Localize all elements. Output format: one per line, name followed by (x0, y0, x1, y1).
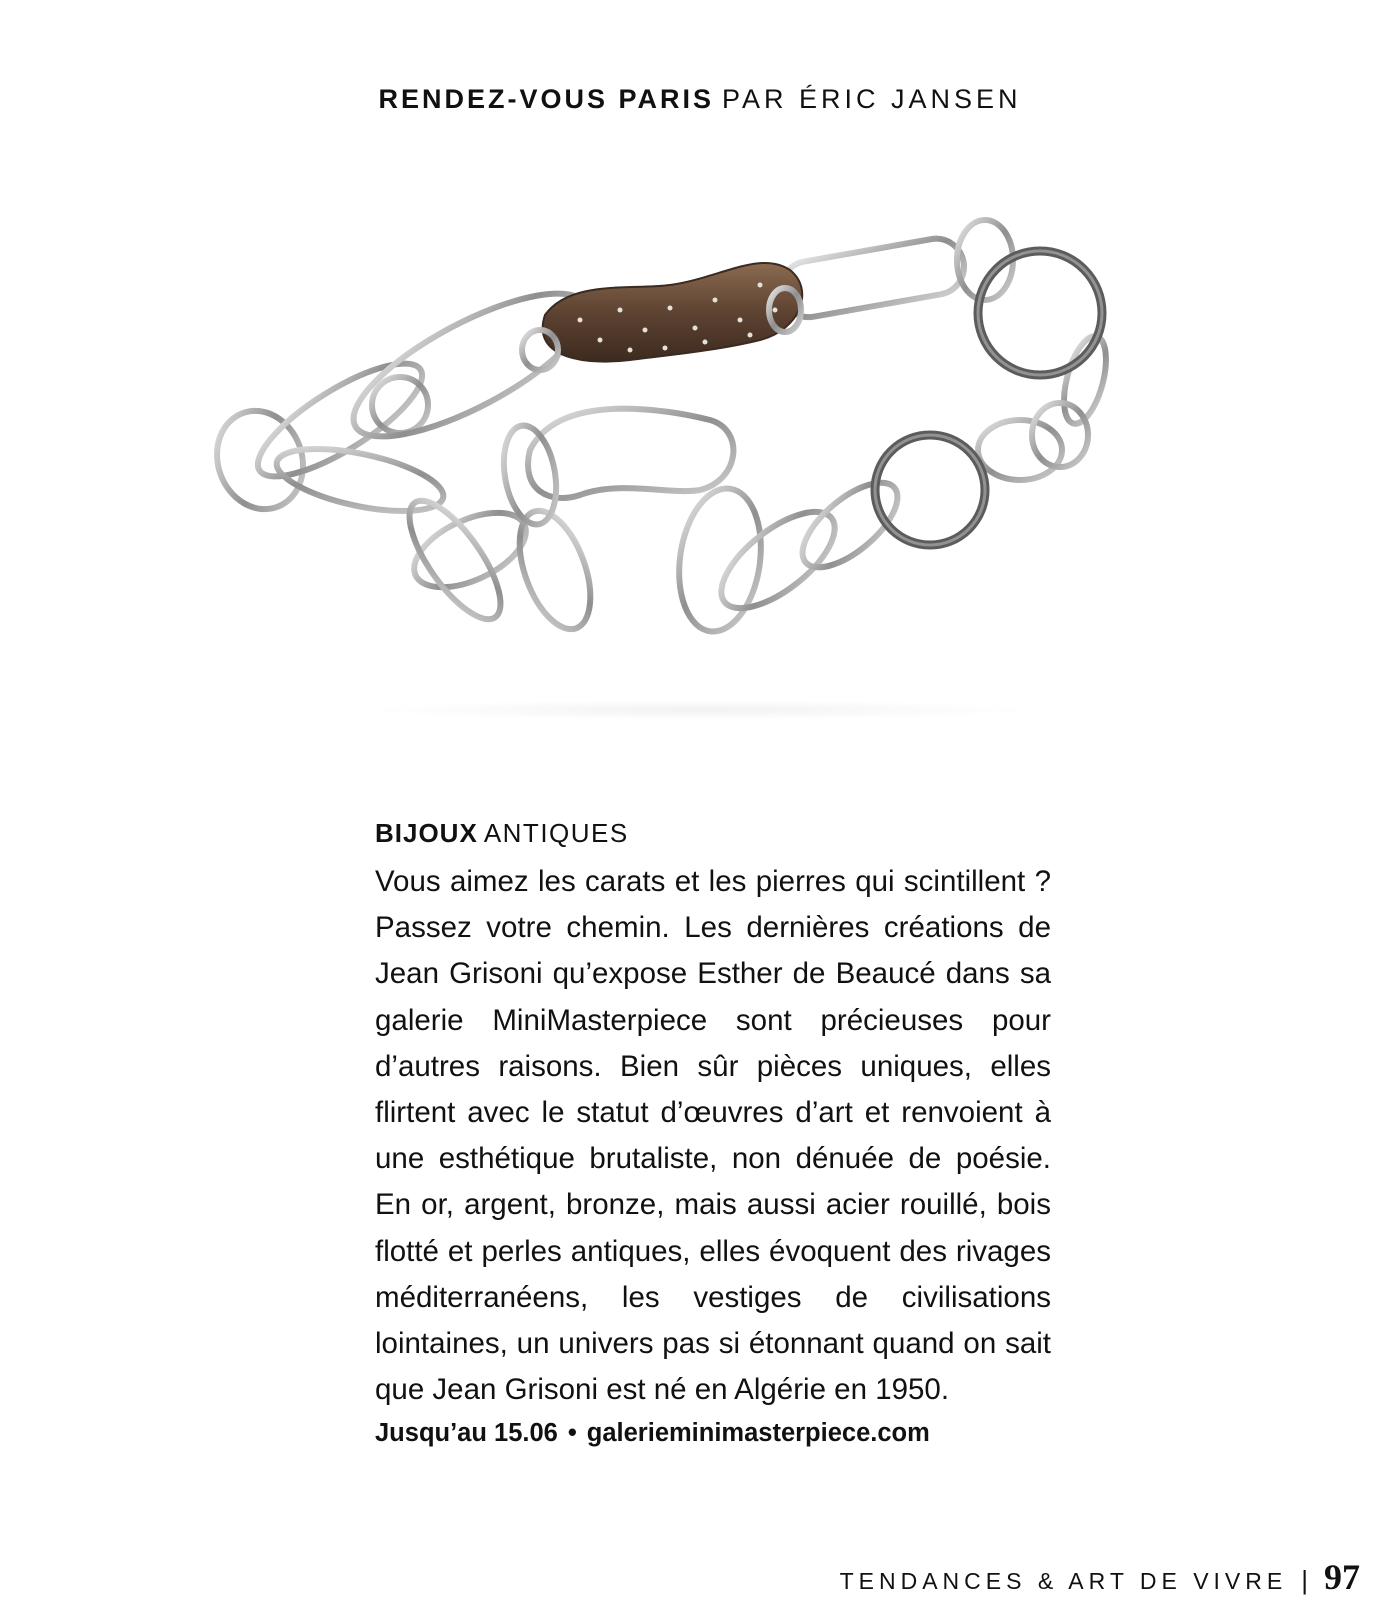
page-folio (840, 1556, 1360, 1598)
necklace-photo (200, 190, 1200, 750)
byline: PAR ÉRIC JANSEN (721, 84, 1022, 114)
bullet-separator: • (567, 1419, 577, 1448)
kicker-subcategory: ANTIQUES (483, 818, 629, 848)
page-header (0, 84, 1400, 115)
kicker-category: BIJOUX (375, 818, 478, 848)
article-kicker (375, 818, 1051, 849)
exhibition-date: Jusqu’au 15.06 (375, 1419, 558, 1448)
floor-shadow (370, 700, 1030, 720)
rubric-title: RENDEZ-VOUS PARIS (378, 84, 714, 114)
article-body: Vous aimez les carats et les pierres qui scintillent ? Passez votre chemin. Les dernières créations de Jean Grisoni qu’expose Esther de Beaucé dans sa galerie MiniMasterpiece sont précieuses pour d’autres raisons. Bien sûr pièces uniques, elles flirtent avec le statut d’œuvres d’art et renvoient à une esthétique brutaliste, non dénuée de poésie. En or, argent, bronze, mais aussi acier rouillé, bois flotté et perles antiques, elles évoquent des rivages méditerranéens, les vestiges de civilisations lointaines, un univers pas si étonnant quand on sait que Jean Grisoni est né en Algérie en 1950. (375, 865, 1051, 1407)
article (375, 818, 1051, 1448)
page-number: 97 (1324, 1557, 1360, 1597)
article-info-line (375, 1419, 1051, 1448)
chain-links (203, 220, 1114, 639)
folio-separator: | (1301, 1565, 1308, 1595)
necklace-illustration (200, 190, 1200, 750)
section-name: TENDANCES & ART DE VIVRE (839, 1568, 1288, 1594)
driftwood-bead (543, 263, 803, 362)
oxidised-rings (875, 251, 1102, 545)
gallery-website-link[interactable]: galerieminimasterpiece.com (586, 1419, 930, 1448)
